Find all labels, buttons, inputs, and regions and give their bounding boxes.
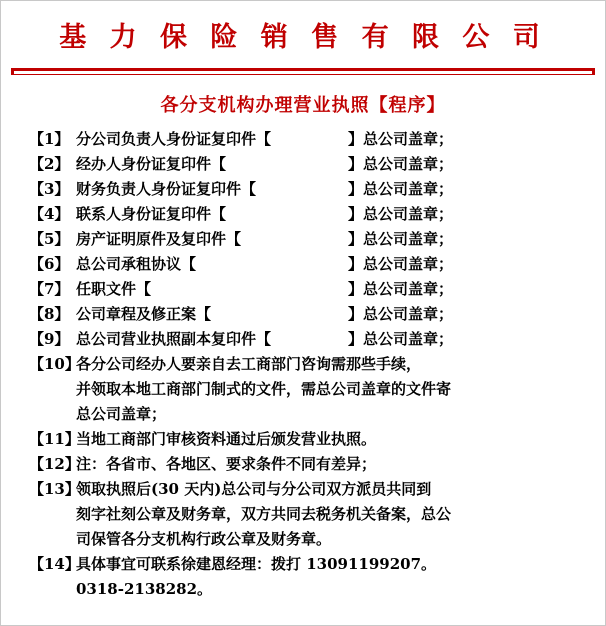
item-tail-text: 】总公司盖章； — [348, 280, 454, 298]
item-text: 经办人身份证复印件【 — [76, 155, 227, 173]
company-title: 基 力 保 险 销 售 有 限 公 司 — [59, 22, 547, 53]
item-number: 【11】 — [29, 430, 80, 448]
item-number: 【3】 — [29, 180, 70, 198]
item-number: 【12】 — [29, 455, 80, 473]
item-text: 房产证明原件及复印件【 — [76, 230, 242, 248]
list-item — [29, 227, 591, 252]
item-tail-text: 】总公司盖章； — [348, 180, 454, 198]
item-tail-text: 】总公司盖章； — [348, 255, 454, 273]
procedure-list — [1, 127, 605, 602]
item-number: 【5】 — [29, 230, 70, 248]
item-body — [76, 427, 591, 452]
item-tail-text: 】总公司盖章； — [348, 230, 454, 248]
item-body — [76, 302, 591, 327]
item-body — [76, 452, 591, 477]
item-tail-text: 】总公司盖章； — [348, 305, 454, 323]
item-text-line: 刻字社刻公章及财务章，双方共同去税务机关备案，总公 — [76, 505, 452, 523]
list-item — [29, 302, 591, 327]
item-text: 联系人身份证复印件【 — [76, 205, 227, 223]
item-tail-text: 】总公司盖章； — [348, 330, 454, 348]
item-text-line: 司保管各分支机构行政公章及财务章。 — [76, 530, 332, 548]
divider-thick-line — [11, 68, 595, 71]
item-text: 公司章程及修正案【 — [76, 305, 212, 323]
item-body — [76, 177, 591, 202]
list-item — [29, 352, 591, 427]
item-text: 总公司承租协议【 — [76, 255, 197, 273]
list-item — [29, 552, 591, 602]
item-number: 【6】 — [29, 255, 70, 273]
item-body — [76, 277, 591, 302]
item-text: 领取执照后(30 天内)总公司与分公司双方派员共同到 — [76, 480, 432, 498]
item-number: 【10】 — [29, 355, 80, 373]
item-tail-text: 】总公司盖章； — [348, 205, 454, 223]
item-text: 当地工商部门审核资料通过后颁发营业执照。 — [76, 430, 377, 448]
list-item — [29, 202, 591, 227]
item-number: 【8】 — [29, 305, 70, 323]
item-text: 总公司营业执照副本复印件【 — [76, 330, 272, 348]
item-number: 【9】 — [29, 330, 70, 348]
item-text: 分公司负责人身份证复印件【 — [76, 130, 272, 148]
item-body — [76, 152, 591, 177]
list-item — [29, 127, 591, 152]
item-tail-text: 】总公司盖章； — [348, 130, 454, 148]
item-tail-text: 】总公司盖章； — [348, 155, 454, 173]
item-body — [76, 552, 591, 602]
item-text: 注：各省市、各地区、要求条件不同有差异； — [76, 455, 377, 473]
item-text-line: 0318-2138282。 — [76, 580, 213, 598]
list-item — [29, 277, 591, 302]
item-text-line: 并领取本地工商部门制式的文件，需总公司盖章的文件寄 — [76, 380, 452, 398]
item-number: 【7】 — [29, 280, 70, 298]
item-body — [76, 202, 591, 227]
item-body — [76, 227, 591, 252]
item-number: 【2】 — [29, 155, 70, 173]
list-item — [29, 452, 591, 477]
list-item — [29, 152, 591, 177]
document-title: 各分支机构办理营业执照【程序】 — [160, 95, 446, 116]
list-item — [29, 477, 591, 552]
item-text: 任职文件【 — [76, 280, 152, 298]
list-item — [29, 327, 591, 352]
divider-thin-line — [11, 74, 595, 75]
list-item — [29, 252, 591, 277]
header-divider — [11, 68, 595, 78]
item-number: 【1】 — [29, 130, 70, 148]
item-body — [76, 477, 591, 552]
item-number: 【14】 — [29, 555, 80, 573]
list-item — [29, 177, 591, 202]
item-text: 各分公司经办人要亲自去工商部门咨询需那些手续， — [76, 355, 422, 373]
item-body — [76, 252, 591, 277]
list-item — [29, 427, 591, 452]
item-number: 【4】 — [29, 205, 70, 223]
item-body — [76, 352, 591, 427]
item-number: 【13】 — [29, 480, 80, 498]
item-body — [76, 327, 591, 352]
item-text: 财务负责人身份证复印件【 — [76, 180, 257, 198]
item-text: 具体事宜可联系徐建恩经理：拨打 13091199207。 — [76, 555, 437, 573]
item-text-line: 总公司盖章； — [76, 405, 167, 423]
item-body — [76, 127, 591, 152]
